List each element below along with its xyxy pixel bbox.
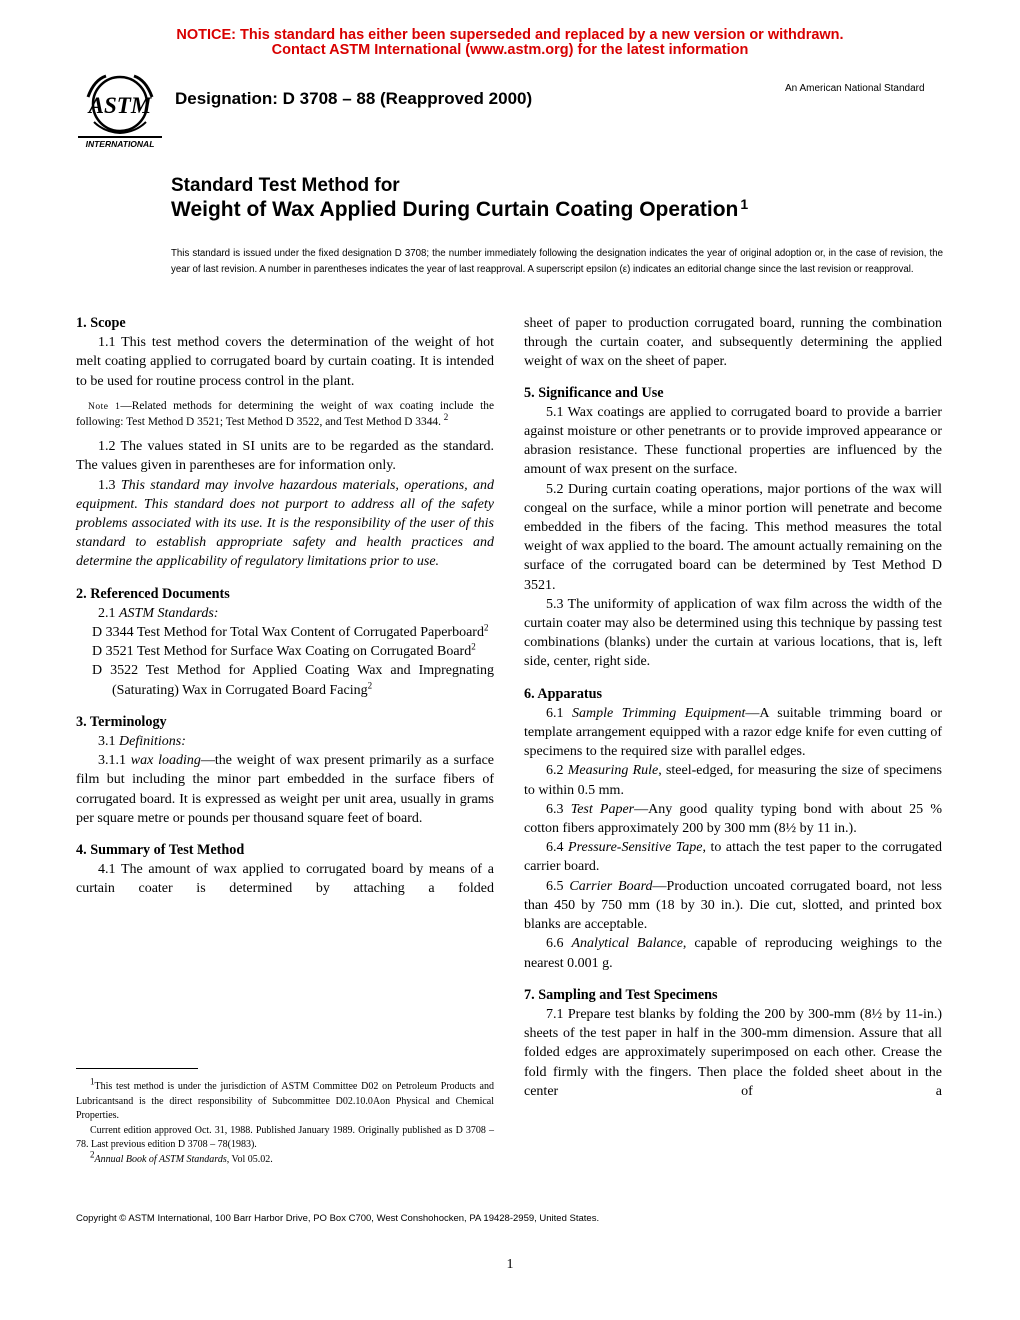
right-column	[524, 314, 942, 1101]
para-4-1-continued: sheet of paper to production corrugated board, running the combination through the curtain coater, and subsequently determining the applied weight of wax on the sheet of paper.	[524, 316, 942, 370]
para-3-1-1	[76, 751, 494, 828]
heading-sampling: 7. Sampling and Test Specimens	[524, 986, 718, 1003]
item-term: Analytical Balance	[571, 936, 683, 952]
para-6-3	[524, 800, 942, 838]
item-num: 6.4	[546, 840, 569, 856]
term-wax-loading: wax loading	[130, 753, 201, 769]
footnotes	[76, 1076, 494, 1167]
para-2-1	[76, 604, 494, 623]
item-num: 6.1	[546, 705, 573, 721]
para-1-2: 1.2 The values stated in SI units are to be regarded as the standard. The values given in parentheses are for information only.	[76, 439, 494, 474]
para-3-1	[76, 732, 494, 751]
para-3-1-1-num: 3.1.1	[98, 753, 131, 769]
logo-text: ASTM	[88, 93, 152, 118]
withdrawal-notice	[0, 28, 1020, 58]
ref-d3522	[76, 661, 494, 699]
astm-logo	[74, 70, 166, 152]
title-footnote-mark: 1	[740, 196, 749, 212]
footnote-divider	[76, 1068, 198, 1069]
item-term: Carrier Board	[569, 878, 653, 894]
item-num: 6.6	[546, 936, 572, 952]
footnote-1-continued: Current edition approved Oct. 31, 1988. Published January 1989. Originally published as D 3708 – 78. Last previous edition D 3708 – 78(1983).	[76, 1124, 494, 1150]
para-3-1-1-text: —the weight of wax present primarily as a surface film but including the minor part embedded in the surface fibers of corrugated board. It is expressed as weight per unit area, usually in grams per square metre or pounds per thousand square feet of board.	[76, 753, 494, 826]
note-label: Note 1	[88, 401, 121, 412]
para-4-1: 4.1 The amount of wax applied to corrugated board by means of a curtain coater is determined by attaching a folded	[76, 862, 494, 897]
title-main: Weight of Wax Applied During Curtain Coating Operation	[171, 198, 739, 221]
page-number: 1	[506, 1257, 514, 1272]
para-1-3	[76, 476, 494, 572]
footnote-2-mark: 2	[90, 1149, 95, 1160]
heading-apparatus: 6. Apparatus	[524, 685, 603, 702]
item-text: —A suitable trimming board or template arrangement equipped with a razor edge knife for even cutting of specimens to the required size with parallel edges.	[524, 705, 943, 760]
heading-referenced-documents: 2. Referenced Documents	[76, 585, 230, 602]
ref-d3521	[76, 642, 494, 661]
para-3-1-num: 3.1	[98, 734, 119, 750]
footnote-2	[76, 1149, 494, 1168]
item-num: 6.2	[546, 763, 568, 779]
para-6-2	[524, 761, 942, 799]
para-6-5	[524, 877, 942, 935]
item-text: —Any good quality typing bond with about 25 % cotton fibers approximately 200 by 300 mm (8½ by 11 in.).	[524, 801, 942, 837]
para-5-3: 5.3 The uniformity of application of wax film across the width of the curtain coater may also be determined using this technique by passing test combinations (blanks) under the curtain at various locations, that is, left side, center, right side.	[524, 596, 942, 670]
copyright: Copyright © ASTM International, 100 Barr Harbor Drive, PO Box C700, West Conshohocken, PA 19428-2959, United States.	[76, 1213, 600, 1224]
footnote-1	[76, 1076, 494, 1124]
logo-subtext: INTERNATIONAL	[85, 139, 155, 149]
para-6-6	[524, 934, 942, 972]
note-1	[76, 399, 494, 430]
item-text: , steel-edged, for measuring the size of specimens to within 0.5 mm.	[524, 763, 942, 798]
item-term: Sample Trimming Equipment	[572, 705, 746, 721]
para-5-2: 5.2 During curtain coating operations, major portions of the wax will congeal on the surface, while a minor portion will penetrate and become embedded in the fibers of the facing. This method measures the total weight of wax applied to the board. The amount actually remaining on the surface of the corrugated board can be determined by Test Method D 3521.	[524, 481, 942, 593]
designation: Designation: D 3708 – 88 (Reapproved 2000)	[175, 89, 533, 108]
para-3-1-text: Definitions:	[119, 734, 186, 750]
footnote-1-mark: 1	[90, 1076, 95, 1087]
left-column	[76, 314, 494, 899]
american-national-standard: An American National Standard	[785, 83, 925, 94]
ref-text: D 3344 Test Method for Total Wax Content of Corrugated Paperboard	[92, 625, 484, 641]
ref-d3344	[76, 623, 494, 642]
note-text: —Related methods for determining the weight of wax coating include the following: Test Method D 3521; Test Method D 3522, and Test Method D 3344.	[76, 399, 495, 429]
ref-sup: 2	[483, 622, 489, 633]
footnote-1-text: This test method is under the jurisdiction of ASTM Committee D02 on Petroleum Products and Lubricantsand is the direct responsibility of Subcommittee D02.10.0Aon Physical and Chemical Properties.	[76, 1081, 494, 1121]
para-5-1: 5.1 Wax coatings are applied to corrugated board to provide a barrier against moisture or other penetrants or to provide improved appearance or abrasion resistance. These functional properties are influenced by the amount of wax present on the surface.	[524, 404, 942, 478]
notice-line-1: NOTICE: This standard has either been superseded and replaced by a new version or withdrawn.	[176, 27, 844, 43]
para-1-3-text: This standard may involve hazardous materials, operations, and equipment. This standard does not purport to address all of the safety problems associated with its use. It is the responsibility of the user of this standard to establish appropriate safety and health practices and determine the applicability of regulatory limitations prior to use.	[76, 477, 494, 570]
note-ref: 2	[443, 412, 449, 423]
heading-significance: 5. Significance and Use	[524, 384, 664, 401]
para-6-4	[524, 838, 942, 876]
heading-scope: 1. Scope	[76, 315, 126, 331]
item-text: , to attach the test paper to the corrugated carrier board.	[524, 840, 943, 875]
para-2-1-num: 2.1	[98, 605, 119, 621]
ref-sup: 2	[367, 680, 373, 690]
item-num: 6.5	[546, 878, 570, 894]
item-term: Measuring Rule	[567, 763, 659, 779]
ref-text: D 3522 Test Method for Applied Coating Wax and Impregnating (Saturating) Wax in Corrugated Board Facing	[92, 663, 494, 698]
item-text: —Production uncoated corrugated board, not less than 450 by 750 mm (18 by 30 in.). Die cut, slotted, and printed box blanks are acceptable.	[524, 878, 942, 933]
para-1-3-num: 1.3	[98, 477, 121, 493]
heading-summary: 4. Summary of Test Method	[76, 842, 245, 859]
ref-sup: 2	[471, 641, 476, 652]
item-term: Test Paper	[570, 801, 635, 817]
para-6-1	[524, 704, 942, 762]
item-text: , capable of reproducing weighings to the nearest 0.001 g.	[524, 936, 942, 971]
notice-line-2: Contact ASTM International (www.astm.org) for the latest information	[271, 42, 749, 58]
title-line-2	[171, 198, 748, 222]
heading-terminology: 3. Terminology	[76, 713, 167, 730]
title-line-1: Standard Test Method for	[171, 175, 400, 196]
ref-text: D 3521 Test Method for Surface Wax Coating on Corrugated Board	[92, 644, 472, 660]
item-num: 6.3	[546, 801, 571, 817]
footnote-2-text: , Vol 05.02.	[226, 1153, 273, 1165]
para-1-1: 1.1 This test method covers the determination of the weight of hot melt coating applied to corrugated board by curtain coating. It is intended to be used for routine process control in the plant.	[76, 335, 494, 389]
para-2-1-text: ASTM Standards:	[119, 605, 219, 621]
footnote-2-title: Annual Book of ASTM Standards	[94, 1153, 227, 1165]
para-7-1: 7.1 Prepare test blanks by folding the 200 by 300-mm (8½ by 11-in.) sheets of the test paper in half in the 300-mm dimension. Assure that all folded edges are approximately superimposed on each other. Crease the fold firmly with the fingers. Then place the folded sheet about in the center of a	[524, 1006, 942, 1099]
issuance-statement: This standard is issued under the fixed designation D 3708; the number immediately following the designation indicates the year of original adoption or, in the case of revision, the year of last revision. A number in parentheses indicates the year of last reapproval. A superscript epsilon (ε) indicates an editorial change since the last revision or reapproval.	[171, 248, 943, 275]
item-term: Pressure-Sensitive Tape	[568, 840, 703, 856]
